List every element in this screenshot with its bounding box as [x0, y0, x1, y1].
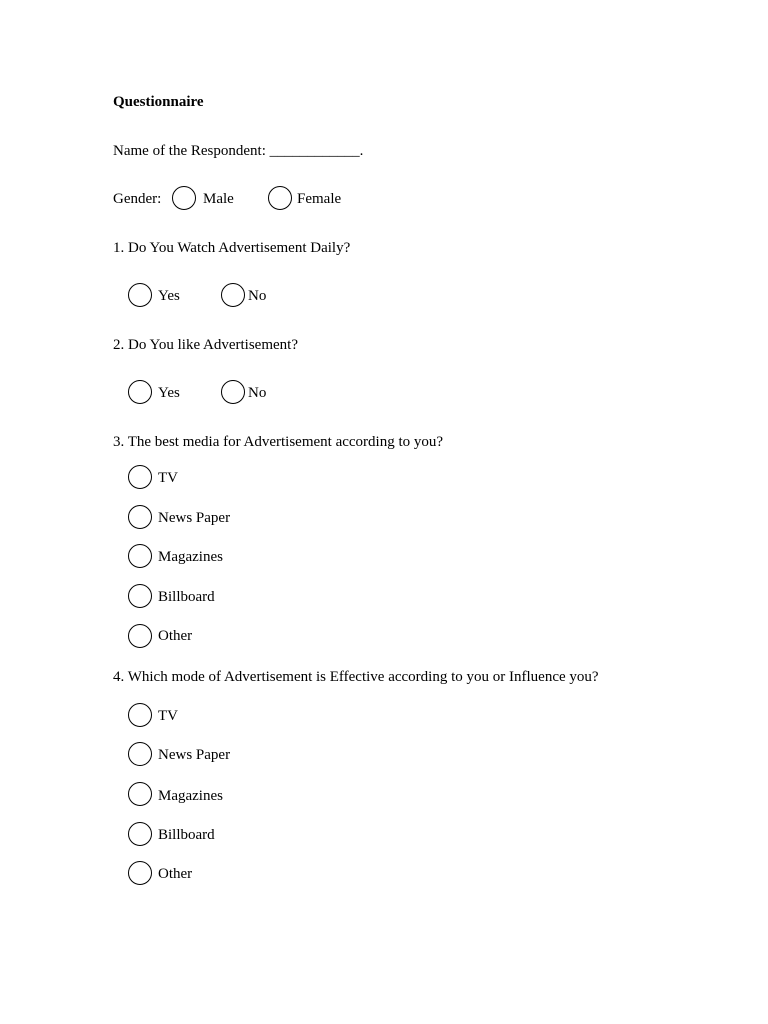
- q3-tv-label: TV: [158, 470, 178, 486]
- q4-other-radio[interactable]: [128, 861, 152, 885]
- q3-magazines-radio[interactable]: [128, 544, 152, 568]
- gender-male-radio[interactable]: [172, 186, 196, 210]
- q4-billboard-label: Billboard: [158, 827, 215, 843]
- question-2: 2. Do You like Advertisement?: [113, 337, 298, 353]
- q4-magazines-radio[interactable]: [128, 782, 152, 806]
- respondent-name-field[interactable]: Name of the Respondent: ____________.: [113, 143, 364, 159]
- gender-male-label: Male: [203, 191, 234, 207]
- gender-female-label: Female: [297, 191, 342, 207]
- q4-newspaper-radio[interactable]: [128, 742, 152, 766]
- q3-tv-radio[interactable]: [128, 465, 152, 489]
- q4-tv-radio[interactable]: [128, 703, 152, 727]
- q2-yes-label: Yes: [158, 385, 180, 401]
- q2-no-radio[interactable]: [221, 380, 245, 404]
- q1-no-radio[interactable]: [221, 283, 245, 307]
- page-title: Questionnaire: [113, 94, 204, 110]
- gender-female-radio[interactable]: [268, 186, 292, 210]
- question-4: 4. Which mode of Advertisement is Effective according to you or Influence you?: [113, 669, 599, 685]
- q2-no-label: No: [248, 385, 267, 401]
- q3-newspaper-label: News Paper: [158, 510, 231, 526]
- q1-yes-label: Yes: [158, 288, 180, 304]
- gender-label: Gender:: [113, 191, 162, 207]
- q3-other-label: Other: [158, 628, 193, 644]
- q4-tv-label: TV: [158, 708, 178, 724]
- question-3: 3. The best media for Advertisement according to you?: [113, 434, 444, 450]
- q3-magazines-label: Magazines: [158, 549, 223, 565]
- q1-no-label: No: [248, 288, 267, 304]
- q4-billboard-radio[interactable]: [128, 822, 152, 846]
- q2-yes-radio[interactable]: [128, 380, 152, 404]
- q4-other-label: Other: [158, 866, 193, 882]
- q4-magazines-label: Magazines: [158, 788, 223, 804]
- question-1: 1. Do You Watch Advertisement Daily?: [113, 240, 351, 256]
- q3-other-radio[interactable]: [128, 624, 152, 648]
- q1-yes-radio[interactable]: [128, 283, 152, 307]
- q3-newspaper-radio[interactable]: [128, 505, 152, 529]
- q4-newspaper-label: News Paper: [158, 747, 231, 763]
- q3-billboard-radio[interactable]: [128, 584, 152, 608]
- q3-billboard-label: Billboard: [158, 589, 215, 605]
